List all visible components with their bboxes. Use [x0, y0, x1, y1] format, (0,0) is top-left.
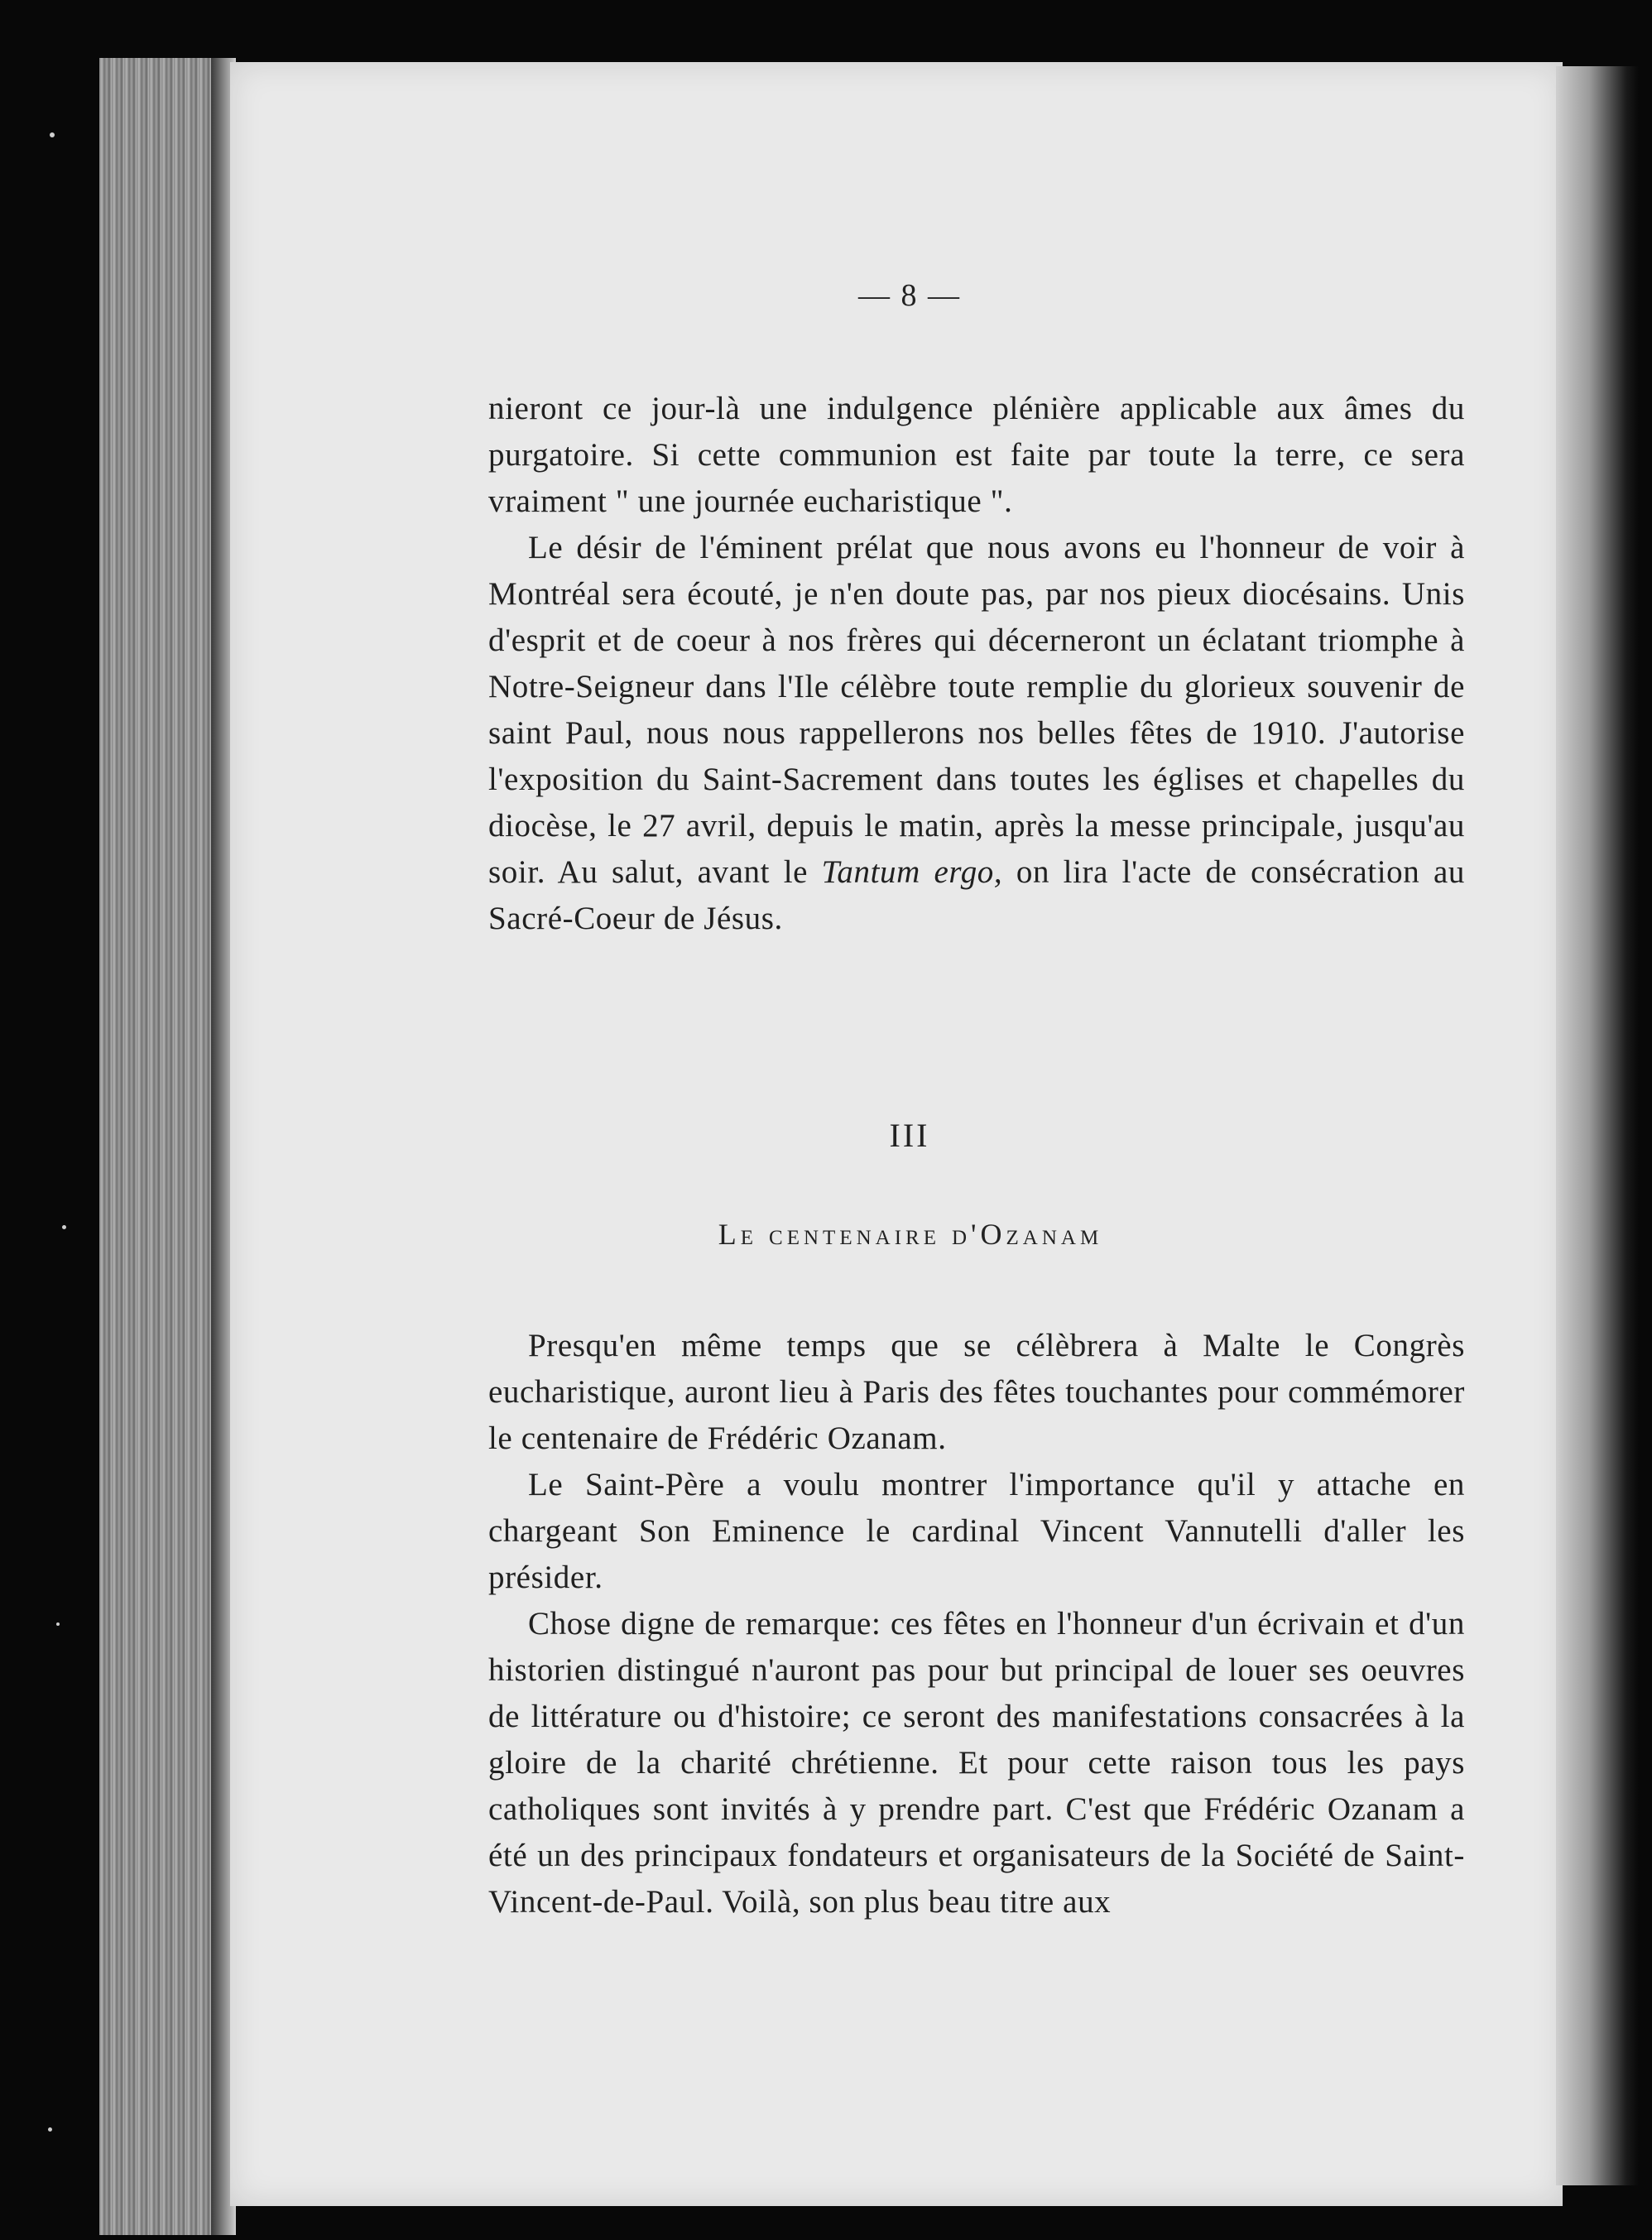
- page-number: — 8 —: [858, 278, 961, 313]
- book-binding-gutter: [99, 58, 228, 2235]
- paragraph-authorisation: [488, 525, 1465, 942]
- paragraph-authorisation-tail: on lira l'acte de consécration au Sacré-Coeur de Jésus.: [488, 854, 1465, 936]
- section-title: Le centenaire d'Ozanam: [718, 1218, 1103, 1251]
- section-number: III: [889, 1117, 930, 1154]
- right-page-edge: [1556, 66, 1639, 2185]
- paragraph-ozanam-3: Chose digne de remarque: ces fêtes en l'honneur d'un écrivain et d'un historien distingué n'auront pas pour but principal de louer ses oeuvres de littérature ou d'histoire; ce seront des manifestations consacrées à la gloire de la charité chrétienne. Et pour cette raison tous les pays catholiques sont invités à y prendre part. C'est que Frédéric Ozanam a été un des principaux fondateurs et organisateurs de la Société de Saint-Vincent-de-Paul. Voilà, son plus beau titre aux: [488, 1606, 1465, 1920]
- paragraph-continuation: nieront ce jour-là une indulgence plénière applicable aux âmes du purgatoire. Si cette communion est faite par toute la terre, ce sera vraiment " une journée eucharistique ".: [488, 391, 1465, 519]
- paragraph-authorisation-text: Le désir de l'éminent prélat que nous avons eu l'honneur de voir à Montréal sera écouté, je n'en doute pas, par nos pieux diocésains. Unis d'esprit et de coeur à nos frères qui décerneront un éclatant triomphe à Notre-Seigneur dans l'Ile célèbre toute remplie du glorieux souvenir de saint Paul, nous nous rappellerons nos belles fêtes de 1910. J'autorise l'exposition du Saint-Sacrement dans toutes les églises et chapelles du diocèse, le 27 avril, depuis le matin, après la messe principale, jusqu'au soir. Au salut, avant le: [488, 530, 1465, 890]
- paragraph-ozanam-1: Presqu'en même temps que se célèbrera à Malte le Congrès eucharistique, auront lieu à Paris des fêtes touchantes pour commémorer le centenaire de Frédéric Ozanam.: [488, 1328, 1465, 1456]
- latin-phrase: Tantum ergo,: [821, 854, 1003, 890]
- paragraph-ozanam-2: Le Saint-Père a voulu montrer l'importance qu'il y attache en chargeant Son Eminence le cardinal Vincent Vannutelli d'aller les présider.: [488, 1467, 1465, 1595]
